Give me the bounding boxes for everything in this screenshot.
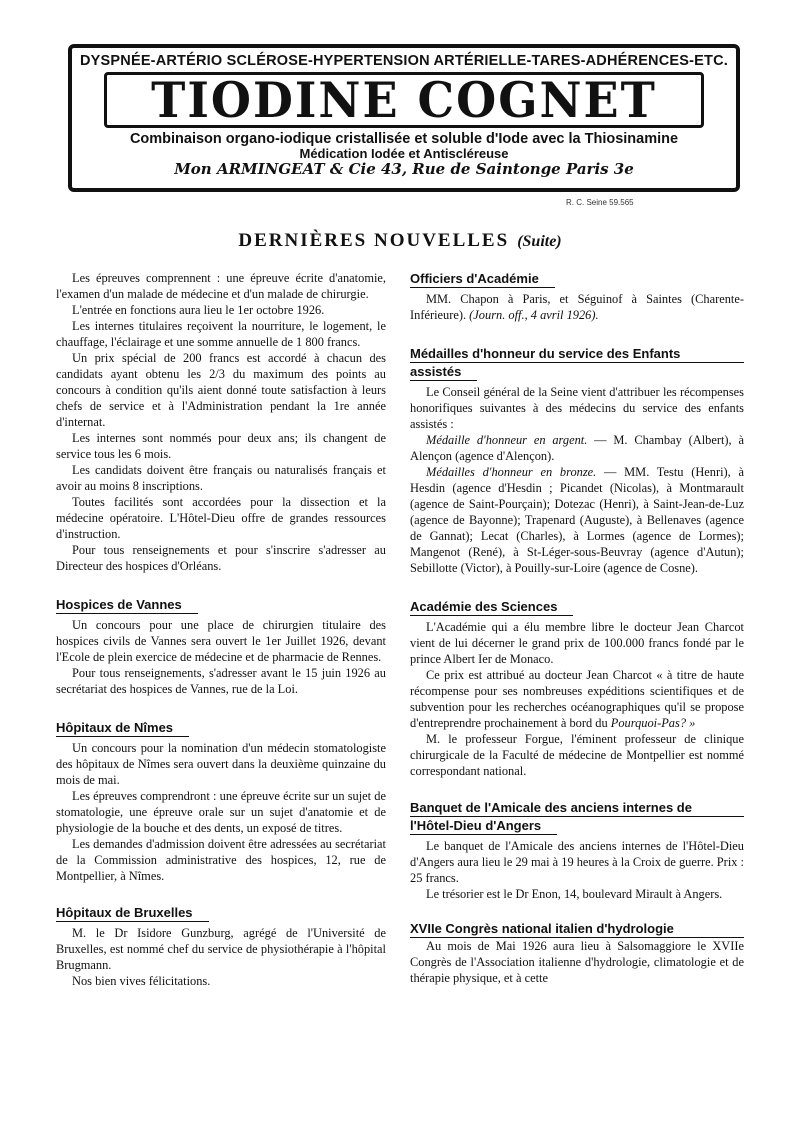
paragraph: Les candidats doivent être français ou naturalisés français et avoir au moins 8 inscriptions.: [56, 463, 386, 493]
angers-section: [410, 799, 744, 902]
page-title-suite: (Suite): [517, 233, 562, 250]
advertisement-banner: [68, 44, 740, 192]
section-heading: Officiers d'Académie: [410, 270, 555, 288]
sciences-section: [410, 598, 744, 779]
section-heading-continued: assistés: [410, 363, 477, 381]
paragraph: Les épreuves comprennent : une épreuve écrite d'anatomie, l'examen d'un malade de médecine et d'un malade de chirurgie.: [56, 271, 386, 301]
medal-silver-label: Médaille d'honneur en argent.: [426, 433, 588, 447]
paragraph: Le Conseil général de la Seine vient d'attribuer les récompenses honorifiques suivantes à des médecins du service des enfants assistés :: [410, 385, 744, 431]
ad-title: TIODINE COGNET: [151, 71, 657, 129]
nimes-section: [56, 719, 386, 884]
section-heading: Hôpitaux de Bruxelles: [56, 904, 209, 922]
paragraph: L'Académie qui a élu membre libre le docteur Jean Charcot vient de lui décerner le grand prix de 100.000 francs fondé par le prince Albert Ier de Monaco.: [410, 620, 744, 666]
paragraph: Un concours pour la nomination d'un médecin stomatologiste des hôpitaux de Nîmes sera ouvert dans la deuxième quinzaine du mois de mai.: [56, 741, 386, 787]
paragraph: [410, 667, 744, 731]
section-heading: Médailles d'honneur du service des Enfants: [410, 345, 744, 363]
orleans-section: [56, 270, 386, 574]
paragraph: [410, 432, 744, 464]
paragraph: Toutes facilités sont accordées pour la dissection et la médecine opératoire. L'Hôtel-Dieu offre de grandes ressources d'instruction.: [56, 495, 386, 541]
paragraph: Le banquet de l'Amicale des anciens internes de l'Hôtel-Dieu d'Angers aura lieu le 29 mai à 19 heures à la Croix de guerre. Prix : 25 francs.: [410, 839, 744, 885]
ad-top-line: DYSPNÉE-ARTÉRIO SCLÉROSE-HYPERTENSION ARTÉRIELLE-TARES-ADHÉRENCES-ETC.: [79, 53, 729, 69]
ad-title-box: [104, 72, 704, 128]
ad-subtitle: Combinaison organo-iodique cristallisée et soluble d'Iode avec la Thiosinamine: [129, 131, 679, 147]
paragraph: M. le Dr Isidore Gunzburg, agrégé de l'Université de Bruxelles, est nommé chef du service de physiothérapie à l'hôpital Brugmann.: [56, 926, 386, 972]
paragraph: Le trésorier est le Dr Enon, 14, boulevard Mirault à Angers.: [426, 887, 723, 901]
officiers-section: [410, 270, 744, 323]
paragraph: Les épreuves comprendront : une épreuve écrite sur un sujet de stomatologie, une épreuve orale sur un sujet d'anatomie et de physiologie de la bouche et des dents, un exposé de titres.: [56, 789, 386, 835]
medal-bronze-text: — MM. Testu (Henri), à Hesdin (agence d'Hesdin ; Picandet (Nicolas), à Montmarault (agence de Saint-Pourçain); Dotezac (Henri), à Saint-Jean-de-Luz (agence de Bayonne); Trapenard (Auguste), à Bellenaves (agence de Gannat); Lecat (Charles), à Lormes (agence de Lormes); Mangenot (René), à St-Léger-sous-Beuvray (agence d'Autun); Sebillotte (Victor), à Pouilly-sur-Loire (agence de Cosne).: [410, 465, 744, 575]
paragraph: Un concours pour une place de chirurgien titulaire des hospices civils de Vannes sera ouvert le 1er Juillet 1926, devant l'Ecole de plein exercice de médecine et de pharmacie de Rennes.: [56, 618, 386, 664]
right-column: [410, 270, 744, 986]
bruxelles-section: [56, 904, 386, 989]
paragraph: M. le professeur Forgue, l'éminent professeur de clinique chirurgicale de la Faculté de médecine de Montpellier est nommé correspondant national.: [410, 732, 744, 778]
page-title-main: DERNIÈRES NOUVELLES: [238, 230, 510, 251]
paragraph: Les demandes d'admission doivent être adressées au secrétariat de la Commission administrative des hospices, 12, rue de Montpellier, à Nîmes.: [56, 837, 386, 883]
page-title: [0, 230, 800, 252]
registration-number: R. C. Seine 59.565: [566, 198, 634, 207]
section-heading: Hospices de Vannes: [56, 596, 198, 614]
ad-address: Mon ARMINGEAT & Cie 43, Rue de Saintonge Paris 3e: [174, 160, 634, 178]
officiers-text: MM. Chapon à Paris, et Séguinof à Saintes (Charente-Inférieure).: [410, 292, 744, 322]
medal-bronze-label: Médailles d'honneur en bronze.: [426, 465, 597, 479]
paragraph: [410, 464, 744, 576]
section-heading: XVIIe Congrès national italien d'hydrologie: [410, 920, 744, 938]
ad-medication-line: Médication Iodée et Antiscléreuse: [299, 146, 509, 161]
hydrologie-section: [410, 920, 744, 986]
paragraph: L'entrée en fonctions aura lieu le 1er octobre 1926.: [72, 303, 325, 317]
charcot-text: Ce prix est attribué au docteur Jean Charcot « à titre de haute récompense pour ses nombreuses expéditions scientifiques et de subvention pour les recherches océanographiques qu'il se propose d'entreprendre prochainement à bord du: [410, 668, 744, 730]
medailles-section: [410, 345, 744, 576]
paragraph: Les internes titulaires reçoivent la nourriture, le logement, le chauffage, l'éclairage et une somme annuelle de 1 800 francs.: [56, 319, 386, 349]
medal-silver-text: — M. Chambay (Albert), à Alençon (agence d'Alençon).: [410, 433, 744, 463]
left-column: [56, 270, 386, 989]
section-heading: Académie des Sciences: [410, 598, 573, 616]
paragraph: Pour tous renseignements et pour s'inscrire s'adresser au Directeur des hospices d'Orléans.: [56, 543, 386, 573]
ship-name: Pourquoi-Pas? »: [610, 716, 696, 730]
section-heading-continued: l'Hôtel-Dieu d'Angers: [410, 817, 557, 835]
paragraph: Nos bien vives félicitations.: [72, 974, 211, 988]
paragraph: Au mois de Mai 1926 aura lieu à Salsomaggiore le XVIIe Congrès de l'Association italienne d'hydrologie, climatologie et de thérapie physique, et à cette: [410, 939, 744, 985]
journal-source: (Journ. off., 4 avril 1926).: [469, 308, 599, 322]
section-heading: Hôpitaux de Nîmes: [56, 719, 189, 737]
vannes-section: [56, 596, 386, 697]
paragraph: Les internes sont nommés pour deux ans; ils changent de service tous les 6 mois.: [56, 431, 386, 461]
paragraph: Pour tous renseignements, s'adresser avant le 15 juin 1926 au secrétariat des hospices de Vannes, rue de la Loi.: [56, 666, 386, 696]
paragraph: Un prix spécial de 200 francs est accordé à chacun des candidats ayant obtenu les 2/3 du maximum des points au concours à condition qu'ils aient donné toute satisfaction à leurs chefs de service et à l'Administration pendant la 1re année d'internat.: [56, 351, 386, 429]
paragraph: [410, 291, 744, 323]
section-heading: Banquet de l'Amicale des anciens internes de: [410, 799, 744, 817]
